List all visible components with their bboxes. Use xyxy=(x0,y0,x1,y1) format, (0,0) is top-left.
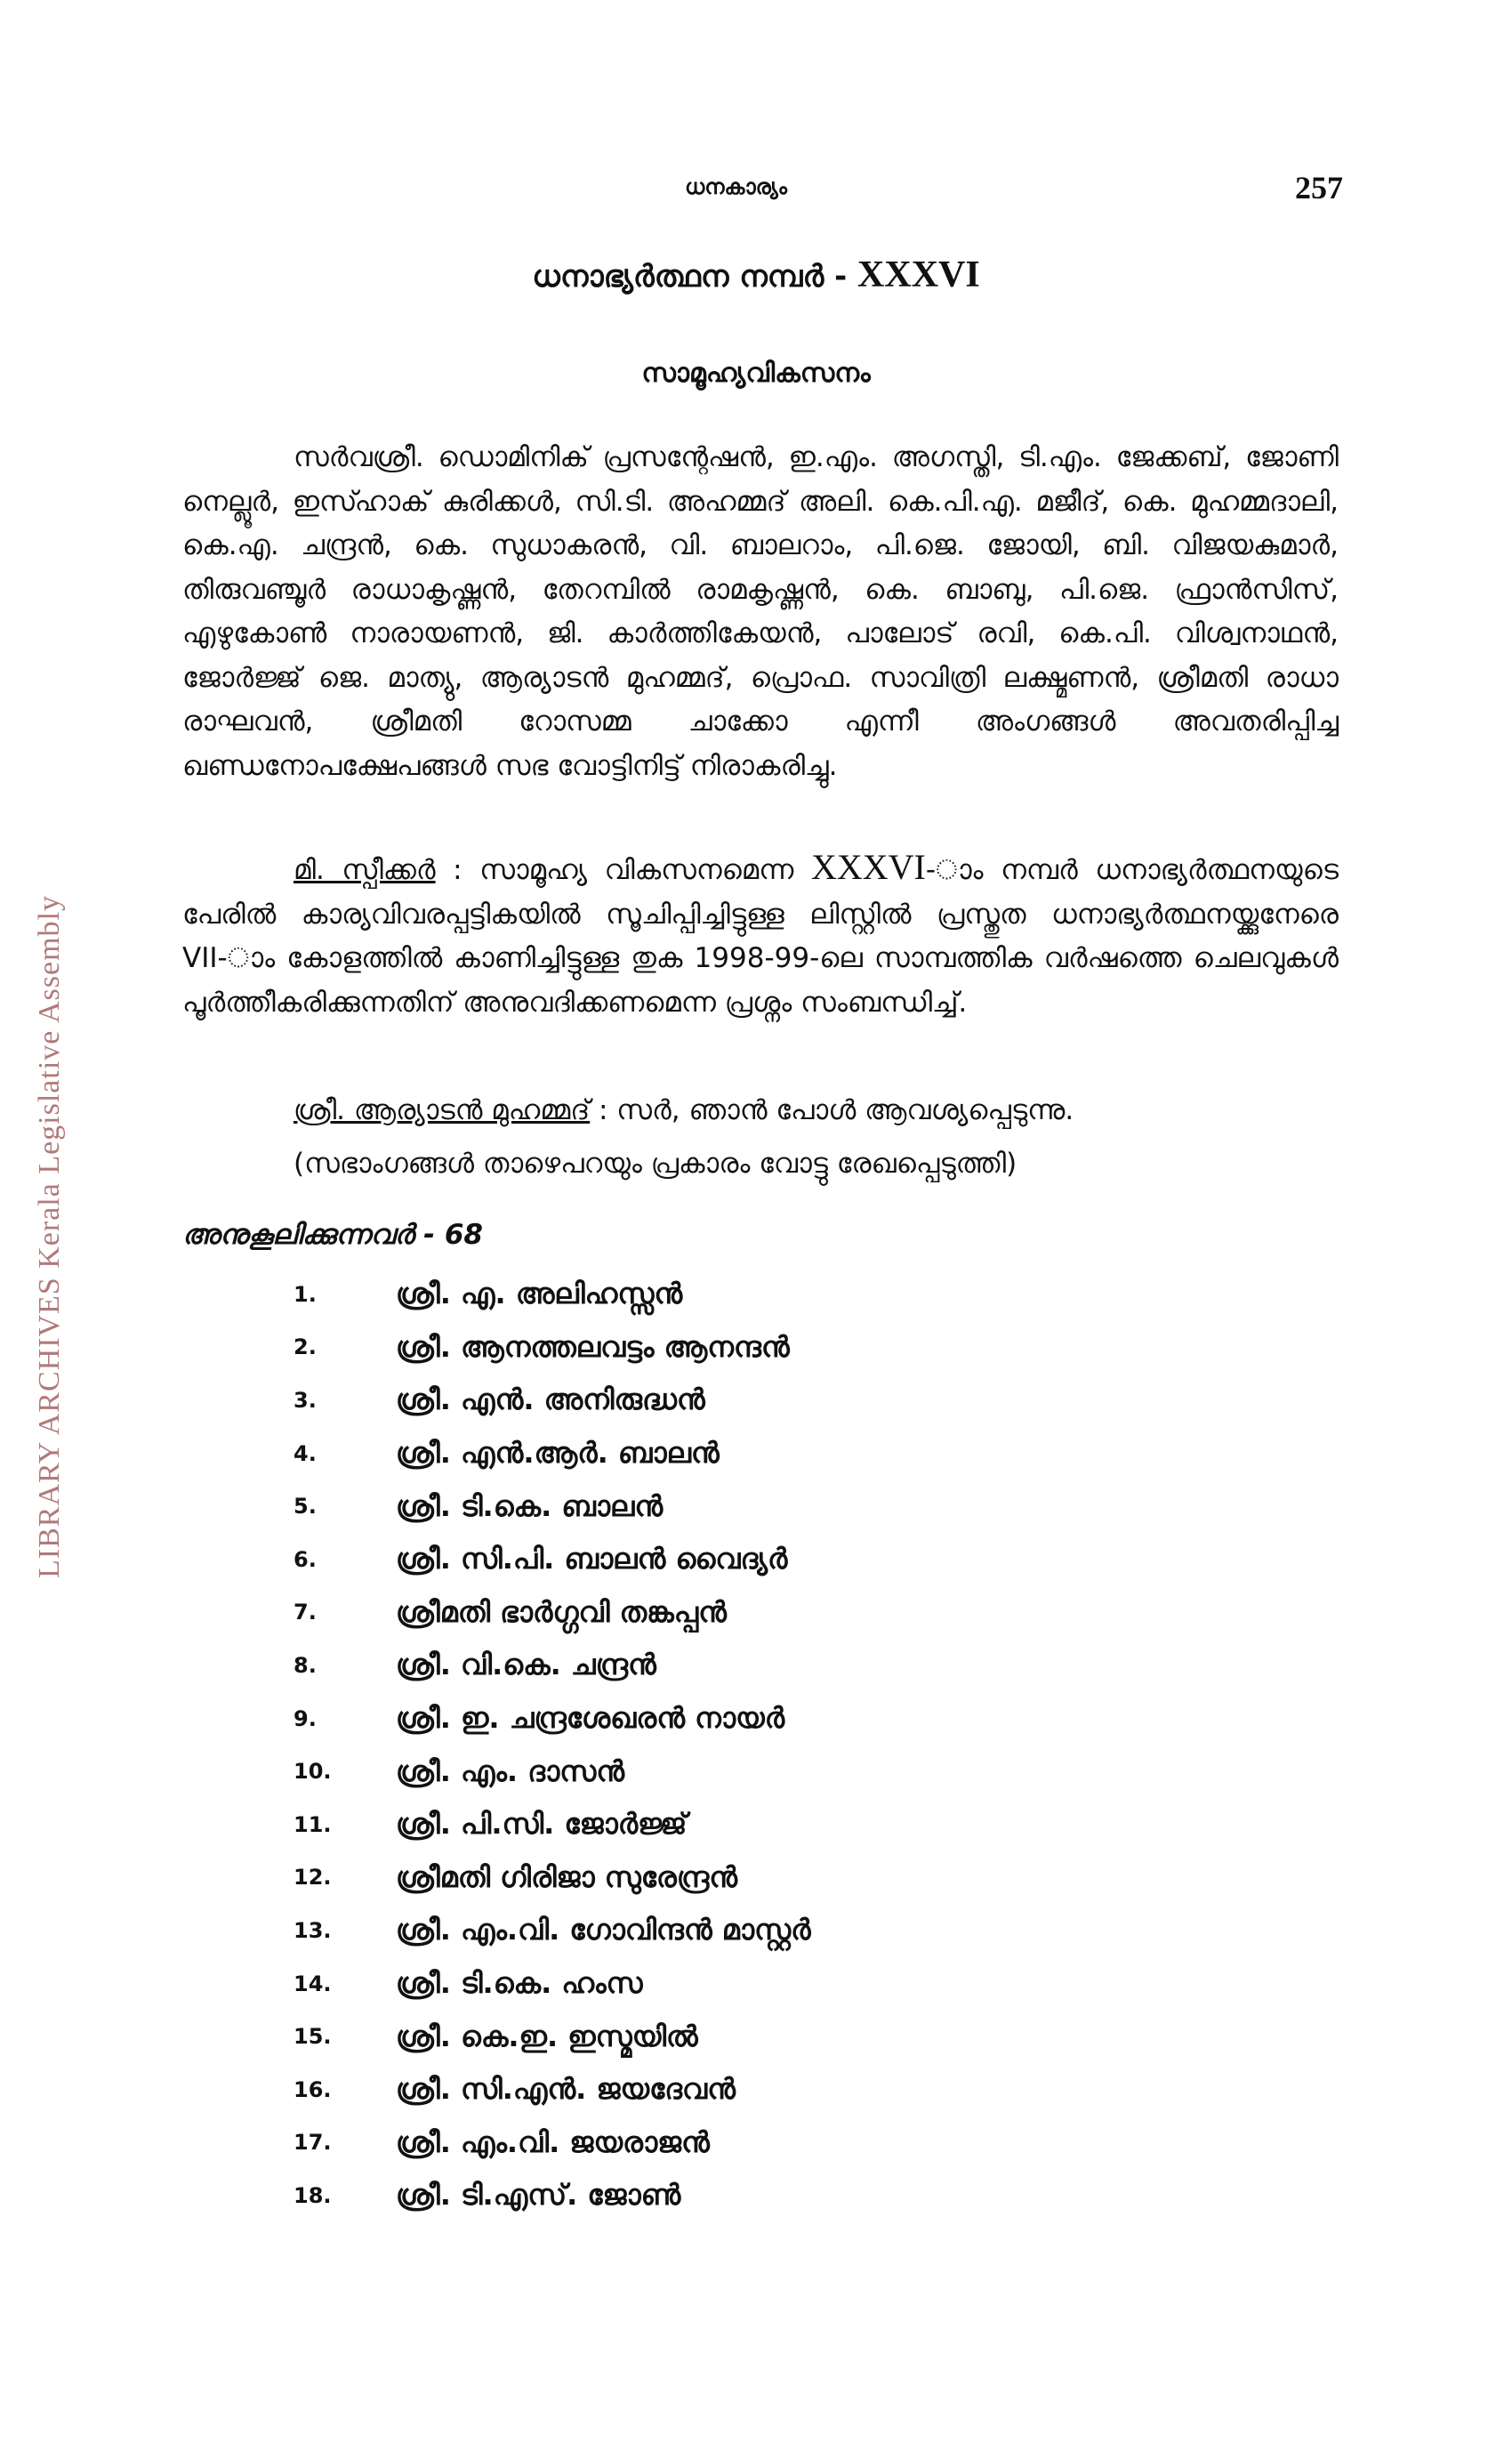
item-number: 14. xyxy=(294,1971,332,1996)
paragraph-text xyxy=(182,845,1339,1025)
item-number: 5. xyxy=(294,1494,317,1520)
member-name: ശ്രീ. വി.കെ. ചന്ദ്രൻ xyxy=(396,1648,656,1682)
list-item xyxy=(294,1374,1094,1427)
demand-number: XXXVI xyxy=(857,254,980,295)
demand-number-inline: XXXVI xyxy=(810,847,926,887)
member-name: ശ്രീ. എ. അലിഹസ്സൻ xyxy=(396,1277,683,1311)
list-item xyxy=(294,1321,1094,1375)
member-name: ശ്രീ. കെ.ഇ. ഇസ്മയിൽ xyxy=(396,2019,698,2053)
member-name: ശ്രീ. ഇ. ചന്ദ്രശേഖരൻ നായർ xyxy=(396,1701,785,1736)
item-number: 12. xyxy=(294,1865,332,1891)
archive-watermark: LIBRARY ARCHIVES Kerala Legislative Assembly xyxy=(33,894,66,1579)
list-item xyxy=(294,1639,1094,1692)
item-number: 9. xyxy=(294,1705,317,1731)
list-item xyxy=(294,2063,1094,2116)
member-name: ശ്രീമതി ഗിരിജാ സുരേന്ദ്രൻ xyxy=(396,1859,738,1894)
demand-title-prefix: ധനാഭ്യർത്ഥന നമ്പർ - xyxy=(532,259,858,294)
list-item xyxy=(294,1479,1094,1533)
member-name: ശ്രീ. സി.പി. ബാലൻ വൈദ്യർ xyxy=(396,1542,788,1576)
member-name: ശ്രീ. ടി.കെ. ബാലൻ xyxy=(396,1488,664,1523)
list-item xyxy=(294,1268,1094,1321)
item-number: 3. xyxy=(294,1387,317,1413)
item-number: 1. xyxy=(294,1281,317,1307)
item-number: 8. xyxy=(294,1652,317,1678)
item-number: 2. xyxy=(294,1334,317,1360)
item-number: 13. xyxy=(294,1917,332,1943)
item-number: 15. xyxy=(294,2024,332,2050)
item-number: 7. xyxy=(294,1600,317,1625)
member-name: ശ്രീ. ടി.എസ്. ജോൺ xyxy=(396,2178,681,2213)
member-name: ശ്രീ. ആനത്തലവട്ടം ആനന്ദൻ xyxy=(396,1329,790,1364)
request-text: : സർ, ഞാൻ പോൾ ആവശ്യപ്പെടുന്നു. xyxy=(590,1094,1074,1126)
ayes-list xyxy=(294,1268,1094,2222)
cut-motions-paragraph xyxy=(182,436,1339,788)
page-number: 257 xyxy=(1295,170,1343,206)
running-head: ധനകാര്യം xyxy=(685,174,787,199)
member-name: ശ്രീ. ടി.കെ. ഹംസ xyxy=(396,1966,643,2001)
member-name: ശ്രീമതി ഭാർഗ്ഗവി തങ്കപ്പൻ xyxy=(396,1594,727,1629)
member-name: ശ്രീ. സി.എൻ. ജയദേവൻ xyxy=(396,2072,736,2107)
item-number: 4. xyxy=(294,1440,317,1466)
item-number: 6. xyxy=(294,1546,317,1572)
paragraph-text: സർവശ്രീ. ഡൊമിനിക് പ്രസന്റേഷൻ, ഇ.എം. അഗസ്തി, ടി.എം. ജേക്കബ്, ജോണി നെല്ലൂർ, ഇസ്ഹാക് കുരിക്കൾ, സി.ടി. അഹമ്മദ് അലി. കെ.പി.എ. മജീദ്, കെ. മുഹമ്മദാലി, കെ.എ. ചന്ദ്രൻ, കെ. സുധാകരൻ, വി. ബാലറാം, പി.ജെ. ജോയി, ബി. വിജയകുമാർ, തിരുവഞ്ചൂർ രാധാകൃഷ്ണൻ, തേറമ്പിൽ രാമകൃഷ്ണൻ, കെ. ബാബു, പി.ജെ. ഫ്രാൻസിസ്, എഴുകോൺ നാരായണൻ, ജി. കാർത്തികേയൻ, പാലോട് രവി, കെ.പി. വിശ്വനാഥൻ, ജോർജ്ജ് ജെ. മാത്യു, ആര്യാടൻ മുഹമ്മദ്, പ്രൊഫ. സാവിത്രി ലക്ഷ്മണൻ, ശ്രീമതി രാധാ രാഘവൻ, ശ്രീമതി റോസമ്മ ചാക്കോ എന്നീ അംഗങ്ങൾ അവതരിപ്പിച്ച ഖണ്ഡനോപക്ഷേപങ്ങൾ സഭ വോട്ടിനിട്ട് നിരാകരിച്ചു. xyxy=(182,441,1339,782)
demand-subject: സാമൂഹ്യവികസനം xyxy=(641,358,871,389)
list-item xyxy=(294,1586,1094,1640)
list-item xyxy=(294,1904,1094,1957)
list-item xyxy=(294,1692,1094,1746)
poll-request xyxy=(294,1094,1074,1127)
demand-title xyxy=(0,254,1512,296)
member-name: ശ്രീ. എൻ. അനിരുദ്ധൻ xyxy=(396,1383,705,1417)
list-item xyxy=(294,1427,1094,1480)
item-number: 17. xyxy=(294,2130,332,2156)
list-item xyxy=(294,2010,1094,2063)
speaker-question-paragraph xyxy=(182,845,1339,1025)
member-name: ശ്രീ. പി.സി. ജോർജ്ജ് xyxy=(396,1807,688,1842)
list-item xyxy=(294,1798,1094,1851)
member-name: ശ്രീ. എം.വി. ഗോവിന്ദൻ മാസ്റ്റർ xyxy=(396,1913,811,1947)
item-number: 10. xyxy=(294,1759,332,1785)
member-name: ശ്രീ. എം. ദാസൻ xyxy=(396,1754,625,1788)
voting-note: (സഭാംഗങ്ങൾ താഴെപറയും പ്രകാരം വോട്ടു രേഖപ്പെടുത്തി) xyxy=(294,1148,1017,1180)
list-item xyxy=(294,1533,1094,1586)
member-name: ശ്രീ. എൻ.ആർ. ബാലൻ xyxy=(396,1436,720,1471)
speaker-name: ശ്രീ. ആര്യാടൻ മുഹമ്മദ് xyxy=(294,1094,591,1126)
paragraph-part: -ാം നമ്പർ ധനാഭ്യർത്ഥനയുടെ പേരിൽ കാര്യവിവരപ്പട്ടികയിൽ സൂചിപ്പിച്ചിട്ടുള്ള ലിസ്റ്റിൽ പ്രസ്തുത ധനാഭ്യർത്ഥനയ്ക്കുനേരെ VII-ാം കോളത്തിൽ കാണിച്ചിട്ടുള്ള തുക 1998-99-ലെ സാമ്പത്തിക വർഷത്തെ ചെലവുകൾ പൂർത്തീകരിക്കുന്നതിന് അനുവദിക്കണമെന്ന പ്രശ്നം സംബന്ധിച്ച്. xyxy=(182,854,1339,1019)
member-name: ശ്രീ. എം.വി. ജയരാജൻ xyxy=(396,2124,710,2159)
item-number: 18. xyxy=(294,2182,332,2208)
item-number: 11. xyxy=(294,1811,332,1837)
ayes-heading: അനുകൂലിക്കുന്നവർ - 68 xyxy=(182,1219,483,1251)
speaker-name: മി. സ്പീക്കർ xyxy=(294,854,436,886)
list-item xyxy=(294,1957,1094,2011)
list-item xyxy=(294,1745,1094,1798)
list-item xyxy=(294,1851,1094,1905)
paragraph-part: : സാമൂഹ്യ വികസനമെന്ന xyxy=(435,854,811,886)
list-item xyxy=(294,2116,1094,2170)
list-item xyxy=(294,2169,1094,2222)
item-number: 16. xyxy=(294,2076,332,2102)
